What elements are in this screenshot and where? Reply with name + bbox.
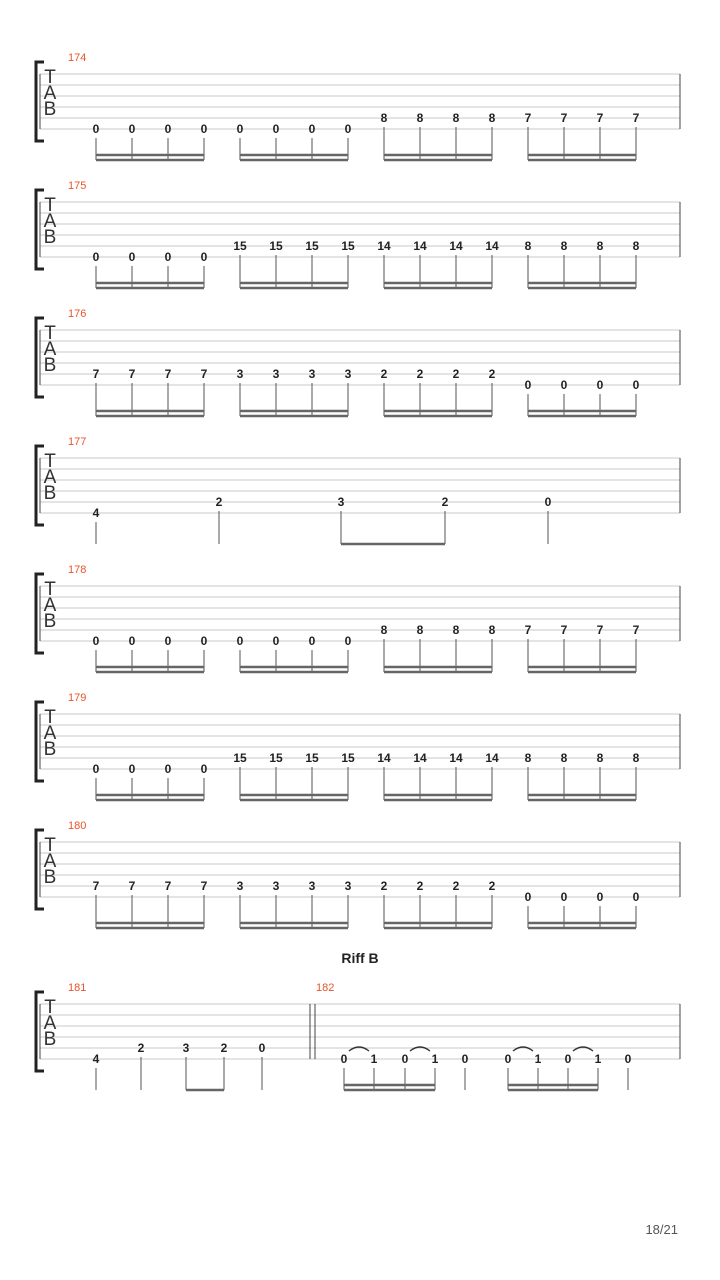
tab-clef-letter: T <box>44 451 56 472</box>
fret-number: 0 <box>128 250 136 264</box>
fret-number: 7 <box>92 367 100 381</box>
staff-system <box>36 446 680 525</box>
fret-number: 0 <box>128 762 136 776</box>
fret-number: 8 <box>416 111 424 125</box>
fret-number: 2 <box>416 879 424 893</box>
fret-number: 0 <box>344 122 352 136</box>
staff-system <box>36 830 680 909</box>
fret-number: 2 <box>220 1041 228 1055</box>
fret-number: 8 <box>560 751 568 765</box>
fret-number: 7 <box>560 111 568 125</box>
fret-number: 0 <box>272 634 280 648</box>
fret-number: 8 <box>632 751 640 765</box>
tab-clef-letter: A <box>43 851 57 872</box>
fret-number: 0 <box>344 634 352 648</box>
fret-number: 0 <box>524 890 532 904</box>
tab-clef-letter: T <box>44 707 56 728</box>
fret-number: 0 <box>236 634 244 648</box>
fret-number: 0 <box>92 762 100 776</box>
fret-number: 4 <box>92 506 100 520</box>
fret-number: 15 <box>233 239 247 253</box>
tab-clef-letter: A <box>43 83 57 104</box>
tab-clef-letter: T <box>44 195 56 216</box>
fret-number: 14 <box>485 751 499 765</box>
bar-number: 182 <box>316 982 335 994</box>
fret-number: 3 <box>272 879 280 893</box>
bar-number: 181 <box>68 982 87 994</box>
fret-number: 0 <box>200 634 208 648</box>
fret-number: 0 <box>340 1052 348 1066</box>
fret-number: 0 <box>308 634 316 648</box>
tab-clef-letter: A <box>43 595 57 616</box>
fret-number: 7 <box>200 879 208 893</box>
fret-number: 2 <box>215 495 223 509</box>
fret-number: 3 <box>344 367 352 381</box>
bar-number: 180 <box>68 820 87 832</box>
fret-number: 7 <box>128 367 136 381</box>
fret-number: 0 <box>401 1052 409 1066</box>
fret-number: 8 <box>452 111 460 125</box>
tab-clef-letter: A <box>43 723 57 744</box>
fret-number: 8 <box>488 111 496 125</box>
fret-number: 0 <box>632 378 640 392</box>
fret-number: 3 <box>182 1041 190 1055</box>
fret-number: 8 <box>560 239 568 253</box>
fret-number: 2 <box>441 495 449 509</box>
bar-number: 177 <box>68 436 87 448</box>
tab-clef-letter: T <box>44 579 56 600</box>
bar-number: 176 <box>68 308 87 320</box>
fret-number: 7 <box>164 367 172 381</box>
fret-number: 8 <box>452 623 460 637</box>
fret-number: 14 <box>377 751 391 765</box>
fret-number: 14 <box>377 239 391 253</box>
fret-number: 0 <box>236 122 244 136</box>
fret-number: 0 <box>92 250 100 264</box>
fret-number: 1 <box>594 1052 602 1066</box>
fret-number: 7 <box>128 879 136 893</box>
tab-clef-letter: B <box>43 227 57 248</box>
tab-clef-letter: T <box>44 323 56 344</box>
fret-number: 1 <box>431 1052 439 1066</box>
fret-number: 2 <box>137 1041 145 1055</box>
fret-number: 0 <box>624 1052 632 1066</box>
fret-number: 0 <box>200 122 208 136</box>
fret-number: 0 <box>128 634 136 648</box>
bar-number: 174 <box>68 52 87 64</box>
fret-number: 0 <box>596 378 604 392</box>
fret-number: 15 <box>341 239 355 253</box>
fret-number: 8 <box>596 239 604 253</box>
fret-number: 3 <box>344 879 352 893</box>
fret-number: 0 <box>308 122 316 136</box>
tab-clef-letter: A <box>43 467 57 488</box>
fret-number: 0 <box>164 634 172 648</box>
fret-number: 7 <box>560 623 568 637</box>
fret-number: 3 <box>337 495 345 509</box>
section-label-riff-b: Riff B <box>341 950 379 966</box>
fret-number: 0 <box>544 495 552 509</box>
fret-number: 15 <box>233 751 247 765</box>
fret-number: 7 <box>596 623 604 637</box>
fret-number: 2 <box>488 879 496 893</box>
fret-number: 14 <box>449 751 463 765</box>
fret-number: 2 <box>488 367 496 381</box>
fret-number: 3 <box>272 367 280 381</box>
tab-clef-letter: T <box>44 835 56 856</box>
fret-number: 14 <box>413 239 427 253</box>
fret-number: 0 <box>461 1052 469 1066</box>
tab-clef-letter: B <box>43 483 57 504</box>
fret-number: 0 <box>632 890 640 904</box>
fret-number: 0 <box>164 250 172 264</box>
fret-number: 0 <box>164 762 172 776</box>
fret-number: 0 <box>560 890 568 904</box>
fret-number: 8 <box>596 751 604 765</box>
fret-number: 7 <box>524 623 532 637</box>
fret-number: 14 <box>413 751 427 765</box>
fret-number: 8 <box>380 623 388 637</box>
fret-number: 1 <box>370 1052 378 1066</box>
fret-number: 8 <box>416 623 424 637</box>
fret-number: 0 <box>596 890 604 904</box>
staff-system <box>36 992 680 1071</box>
fret-number: 0 <box>128 122 136 136</box>
fret-number: 8 <box>632 239 640 253</box>
fret-number: 15 <box>269 239 283 253</box>
staff-system <box>36 318 680 397</box>
fret-number: 15 <box>305 751 319 765</box>
fret-number: 4 <box>92 1052 100 1066</box>
tab-clef-letter: T <box>44 997 56 1018</box>
bar-number: 179 <box>68 692 87 704</box>
fret-number: 3 <box>236 367 244 381</box>
fret-number: 0 <box>524 378 532 392</box>
fret-number: 15 <box>341 751 355 765</box>
fret-number: 0 <box>504 1052 512 1066</box>
fret-number: 0 <box>200 250 208 264</box>
fret-number: 8 <box>488 623 496 637</box>
fret-number: 2 <box>452 367 460 381</box>
tab-clef-letter: T <box>44 67 56 88</box>
fret-number: 0 <box>92 122 100 136</box>
fret-number: 7 <box>92 879 100 893</box>
fret-number: 8 <box>524 239 532 253</box>
tab-clef-letter: B <box>43 99 57 120</box>
fret-number: 3 <box>236 879 244 893</box>
fret-number: 2 <box>380 879 388 893</box>
fret-number: 7 <box>596 111 604 125</box>
fret-number: 14 <box>449 239 463 253</box>
fret-number: 0 <box>564 1052 572 1066</box>
tab-clef-letter: B <box>43 355 57 376</box>
fret-number: 8 <box>380 111 388 125</box>
bar-number: 178 <box>68 564 87 576</box>
fret-number: 2 <box>452 879 460 893</box>
fret-number: 7 <box>524 111 532 125</box>
fret-number: 15 <box>269 751 283 765</box>
tab-clef-letter: B <box>43 739 57 760</box>
fret-number: 14 <box>485 239 499 253</box>
tab-clef-letter: A <box>43 211 57 232</box>
bar-number: 175 <box>68 180 87 192</box>
fret-number: 7 <box>200 367 208 381</box>
fret-number: 15 <box>305 239 319 253</box>
fret-number: 7 <box>632 623 640 637</box>
tab-clef-letter: B <box>43 611 57 632</box>
fret-number: 0 <box>92 634 100 648</box>
tab-clef-letter: A <box>43 339 57 360</box>
fret-number: 0 <box>258 1041 266 1055</box>
fret-number: 0 <box>164 122 172 136</box>
fret-number: 1 <box>534 1052 542 1066</box>
fret-number: 7 <box>164 879 172 893</box>
fret-number: 7 <box>632 111 640 125</box>
tab-clef-letter: B <box>43 867 57 888</box>
fret-number: 8 <box>524 751 532 765</box>
fret-number: 3 <box>308 879 316 893</box>
tab-clef-letter: B <box>43 1029 57 1050</box>
fret-number: 0 <box>272 122 280 136</box>
fret-number: 2 <box>416 367 424 381</box>
page-number: 18/21 <box>645 1222 678 1237</box>
fret-number: 0 <box>200 762 208 776</box>
tab-clef-letter: A <box>43 1013 57 1034</box>
fret-number: 2 <box>380 367 388 381</box>
fret-number: 3 <box>308 367 316 381</box>
fret-number: 0 <box>560 378 568 392</box>
